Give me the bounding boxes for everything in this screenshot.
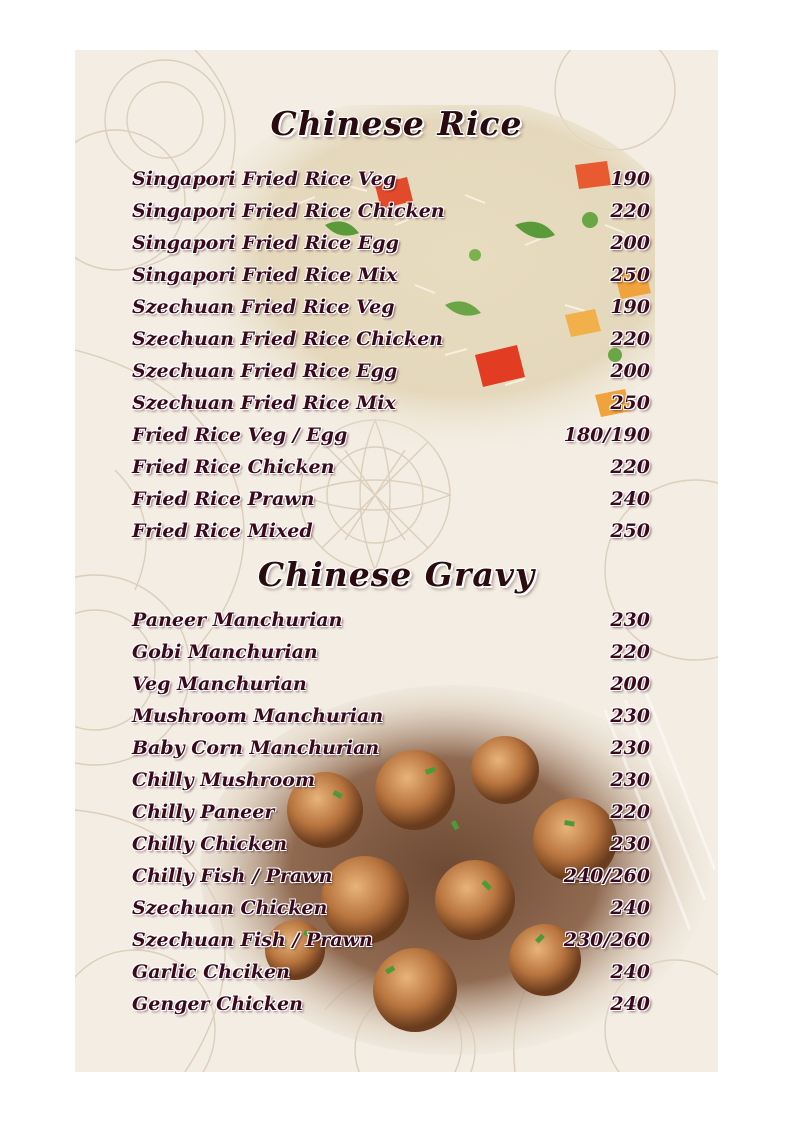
menu-item — [132, 636, 650, 668]
item-price: 250 — [610, 520, 650, 542]
menu-item — [132, 988, 650, 1020]
item-price: 240 — [610, 488, 650, 510]
item-name: Veg Manchurian — [132, 673, 307, 695]
item-price: 190 — [610, 168, 650, 190]
item-name: Singapori Fried Rice Veg — [132, 168, 397, 190]
item-name: Genger Chicken — [132, 993, 303, 1015]
item-price: 220 — [610, 641, 650, 663]
item-name: Paneer Manchurian — [132, 609, 343, 631]
item-name: Fried Rice Prawn — [132, 488, 315, 510]
item-price: 240 — [610, 961, 650, 983]
item-name: Singapori Fried Rice Chicken — [132, 200, 445, 222]
item-price: 200 — [610, 360, 650, 382]
item-name: Baby Corn Manchurian — [132, 737, 380, 759]
menu-item — [132, 387, 650, 419]
item-price: 180/190 — [563, 424, 650, 446]
menu-item — [132, 796, 650, 828]
menu-item — [132, 355, 650, 387]
item-name: Szechuan Fried Rice Chicken — [132, 328, 443, 350]
item-price: 240/260 — [563, 865, 650, 887]
menu-item — [132, 700, 650, 732]
item-price: 200 — [610, 232, 650, 254]
menu-item — [132, 419, 650, 451]
menu-item — [132, 163, 650, 195]
menu-item — [132, 668, 650, 700]
menu-item — [132, 956, 650, 988]
item-price: 230/260 — [563, 929, 650, 951]
menu-item — [132, 291, 650, 323]
item-price: 230 — [610, 769, 650, 791]
item-name: Szechuan Fried Rice Egg — [132, 360, 398, 382]
menu-item — [132, 323, 650, 355]
item-price: 200 — [610, 673, 650, 695]
item-price: 230 — [610, 737, 650, 759]
chinese-rice-menu-list — [132, 163, 650, 547]
item-name: Garlic Chciken — [132, 961, 290, 983]
item-price: 190 — [610, 296, 650, 318]
item-price: 250 — [610, 392, 650, 414]
item-name: Fried Rice Veg / Egg — [132, 424, 348, 446]
menu-item — [132, 227, 650, 259]
menu-item — [132, 515, 650, 547]
item-price: 230 — [610, 833, 650, 855]
item-name: Fried Rice Mixed — [132, 520, 313, 542]
item-name: Singapori Fried Rice Mix — [132, 264, 398, 286]
section-title-chinese-gravy: Chinese Gravy — [257, 555, 536, 594]
menu-item — [132, 259, 650, 291]
item-name: Chilly Chicken — [132, 833, 288, 855]
menu-item — [132, 764, 650, 796]
menu-item — [132, 483, 650, 515]
item-name: Szechuan Chicken — [132, 897, 328, 919]
menu-page — [75, 50, 718, 1072]
item-name: Mushroom Manchurian — [132, 705, 384, 727]
chinese-gravy-menu-list — [132, 604, 650, 1020]
item-name: Fried Rice Chicken — [132, 456, 335, 478]
section-title-chinese-rice: Chinese Rice — [270, 104, 523, 143]
item-price: 230 — [610, 609, 650, 631]
menu-item — [132, 860, 650, 892]
menu-item — [132, 451, 650, 483]
item-price: 220 — [610, 200, 650, 222]
item-name: Chilly Mushroom — [132, 769, 316, 791]
item-price: 230 — [610, 705, 650, 727]
item-name: Szechuan Fried Rice Mix — [132, 392, 396, 414]
menu-item — [132, 828, 650, 860]
menu-item — [132, 195, 650, 227]
menu-item — [132, 924, 650, 956]
item-name: Szechuan Fish / Prawn — [132, 929, 373, 951]
item-name: Szechuan Fried Rice Veg — [132, 296, 395, 318]
item-name: Chilly Paneer — [132, 801, 275, 823]
item-price: 240 — [610, 897, 650, 919]
item-name: Gobi Manchurian — [132, 641, 318, 663]
menu-item — [132, 732, 650, 764]
item-name: Singapori Fried Rice Egg — [132, 232, 399, 254]
menu-item — [132, 892, 650, 924]
item-price: 220 — [610, 328, 650, 350]
item-price: 240 — [610, 993, 650, 1015]
item-price: 220 — [610, 801, 650, 823]
item-name: Chilly Fish / Prawn — [132, 865, 333, 887]
item-price: 220 — [610, 456, 650, 478]
menu-item — [132, 604, 650, 636]
item-price: 250 — [610, 264, 650, 286]
